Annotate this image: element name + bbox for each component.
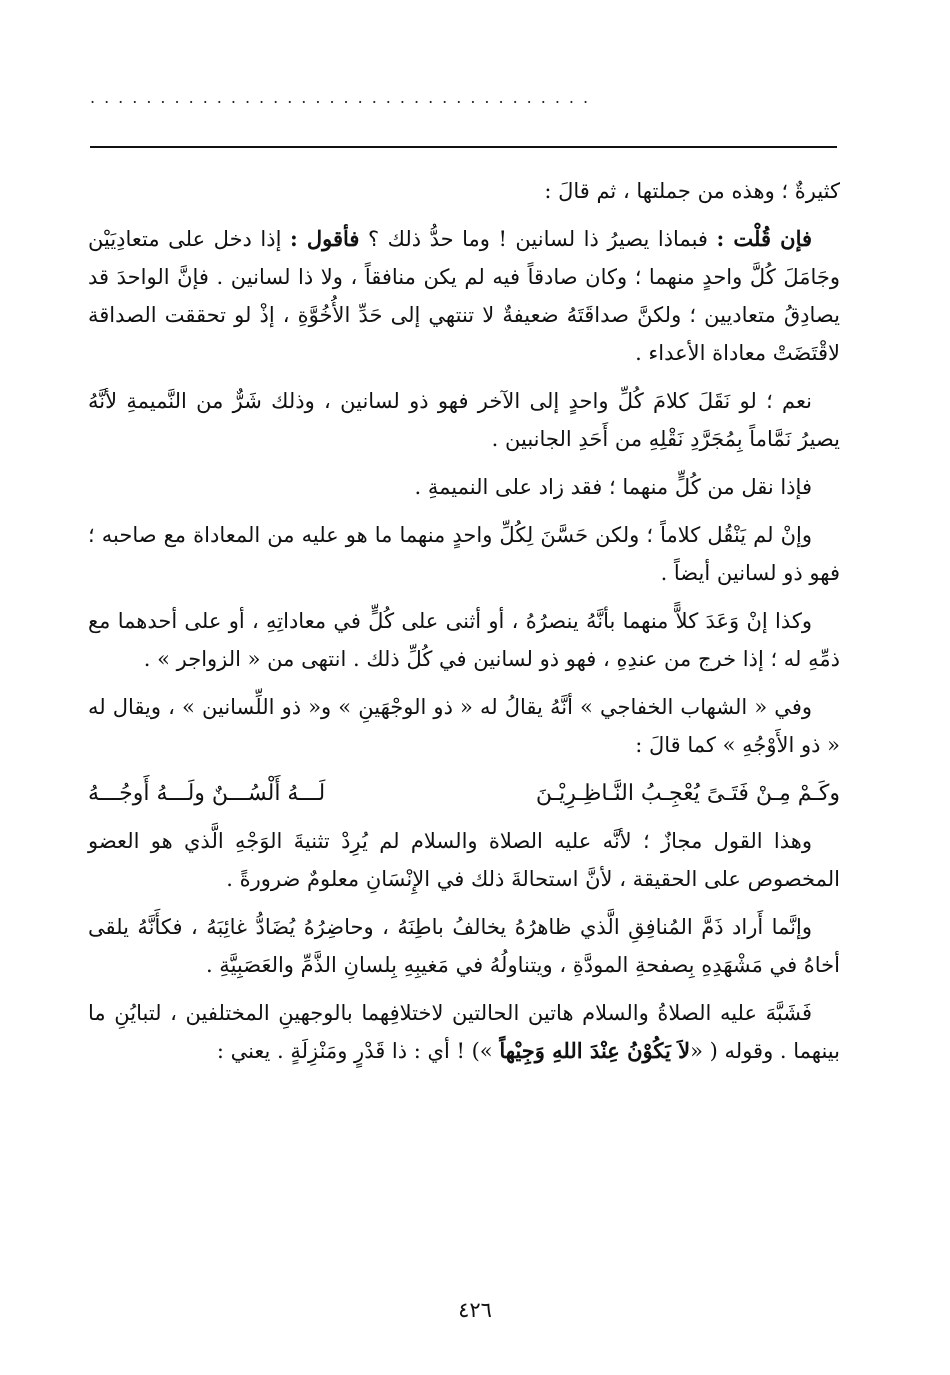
paragraph-lead-2: فأقول :	[289, 226, 360, 251]
paragraph-6	[88, 602, 840, 678]
paragraph-1	[88, 172, 840, 210]
header-dotted-line: ....................................	[90, 88, 598, 107]
body-text	[88, 172, 840, 1080]
paragraph-7	[88, 688, 840, 764]
poem-first-hemistich: وكَـمْ مِـنْ فَتَـىً يُعْجِـبُ النَّـاظِـرِيْـنَ	[535, 781, 840, 806]
paragraph-8	[88, 822, 840, 898]
paragraph-text: وفي « الشهاب الخفاجي » أنَّهُ يقالُ له « ذو الوجْهَينِ » و« ذو اللِّسانين » ، ويقال له « ذو الأَوْجُهِ » كما قالَ :	[88, 695, 840, 757]
paragraph-text: نعم ؛ لو نَقَلَ كلامَ كُلِّ واحدٍ إلى الآخر فهو ذو لسانين ، وذلك شَرٌّ من النَّميمةِ لأنَّهُ يصيرُ نَمَّاماً بِمُجَرَّدِ نَقْلِهِ من أَحَدِ الجانبين .	[88, 389, 840, 451]
poem-second-hemistich: لَـــهُ أَلْسُـــنٌ ولَـــهُ أَوجُـــهُ	[88, 781, 326, 806]
page-number: ٤٢٦	[458, 1298, 492, 1322]
paragraph-text-2: ») ! أي : ذا قَدْرٍ ومَنْزِلَةٍ . يعني :	[216, 1039, 500, 1063]
paragraph-4	[88, 468, 840, 506]
paragraph-10	[88, 994, 840, 1070]
paragraph-2	[88, 220, 840, 372]
paragraph-3	[88, 382, 840, 458]
paragraph-text: وإنْ لم يَنْقُل كلاماً ؛ ولكن حَسَّنَ لِكُلِّ واحدٍ منهما ما هو عليه من المعاداة مع صاحبه ؛ فهو ذو لسانين أيضاً .	[88, 523, 840, 585]
paragraph-text: فإذا نقل من كُلٍّ منهما ؛ فقد زاد على النميمةِ .	[414, 475, 812, 499]
paragraph-lead: فإن قُلْت :	[716, 226, 813, 251]
poem-verse	[88, 774, 840, 814]
header-rule	[90, 146, 837, 148]
paragraph-text: فَشَبَّهَ عليه الصلاةُ والسلام هاتين الحالتين لاختلافِهما بالوجهينِ المختلفين ، لتبايُنِ ما بينهما . وقوله (	[88, 1001, 840, 1063]
paragraph-text: وهذا القول مجازٌ ؛ لأنَّه عليه الصلاة والسلام لم يُرِدْ تثنيةَ الوَجْهِ الَّذي هو العضو المخصوص على الحقيقة ، لأنَّ استحالةَ ذلك في الإِنْسَانِ معلومٌ ضرورةً .	[88, 829, 840, 891]
paragraph-5	[88, 516, 840, 592]
paragraph-text: وإنَّما أَراد ذَمَّ المُنافِقِ الَّذي ظاهرُهُ يخالفُ باطِنَهُ ، وحاضِرُهُ يُضَادُّ غائِبَهُ ، فكأَنَّهُ يلقى أخاهُ في مَشْهَدِهِ بِصفحةِ المودَّةِ ، ويتناولُهُ في مَغيبِهِ بِلسانِ الذَّمِّ والعَصَبِيَّةِ .	[88, 915, 840, 977]
paragraph-text: وكذا إنْ وَعَدَ كلاًّ منهما بأنَّهُ ينصرُهُ ، أو أثنى على كُلٍّ في معاداتِهِ ، أو على أحدهما مع ذمِّهِ له ؛ إذا خرج من عندِهِ ، فهو ذو لسانين في كُلِّ ذلك . انتهى من « الزواجر » .	[88, 609, 840, 671]
paragraph-text: كثيرةٌ ؛ وهذه من جملتها ، ثم قالَ :	[544, 179, 840, 203]
paragraph-text: فبماذا يصيرُ ذا لسانين ! وما حدُّ ذلك ؟	[359, 227, 717, 251]
quote-open-mark: «	[690, 1039, 703, 1063]
paragraph-text-2: إذا دخل على متعادِيَيْن وجَامَلَ كُلَّ واحدٍ منهما ؛ وكان صادقاً فيه لم يكن منافقاً ، ولا ذا لسانين . فإنَّ الواحدَ قد يصادِقُ متعاديين ؛ ولكنَّ صداقَتَهُ ضعيفةٌ لا تنتهي إلى حَدِّ الأُخُوَّةِ ، إذْ لو تحققت الصداقة لاقْتَضَتْ معاداة الأعداء .	[88, 227, 840, 365]
hadith-quote: لاَ يَكُوْنُ عِنْدَ اللهِ وَجِيْهاً	[499, 1038, 691, 1063]
paragraph-9	[88, 908, 840, 984]
